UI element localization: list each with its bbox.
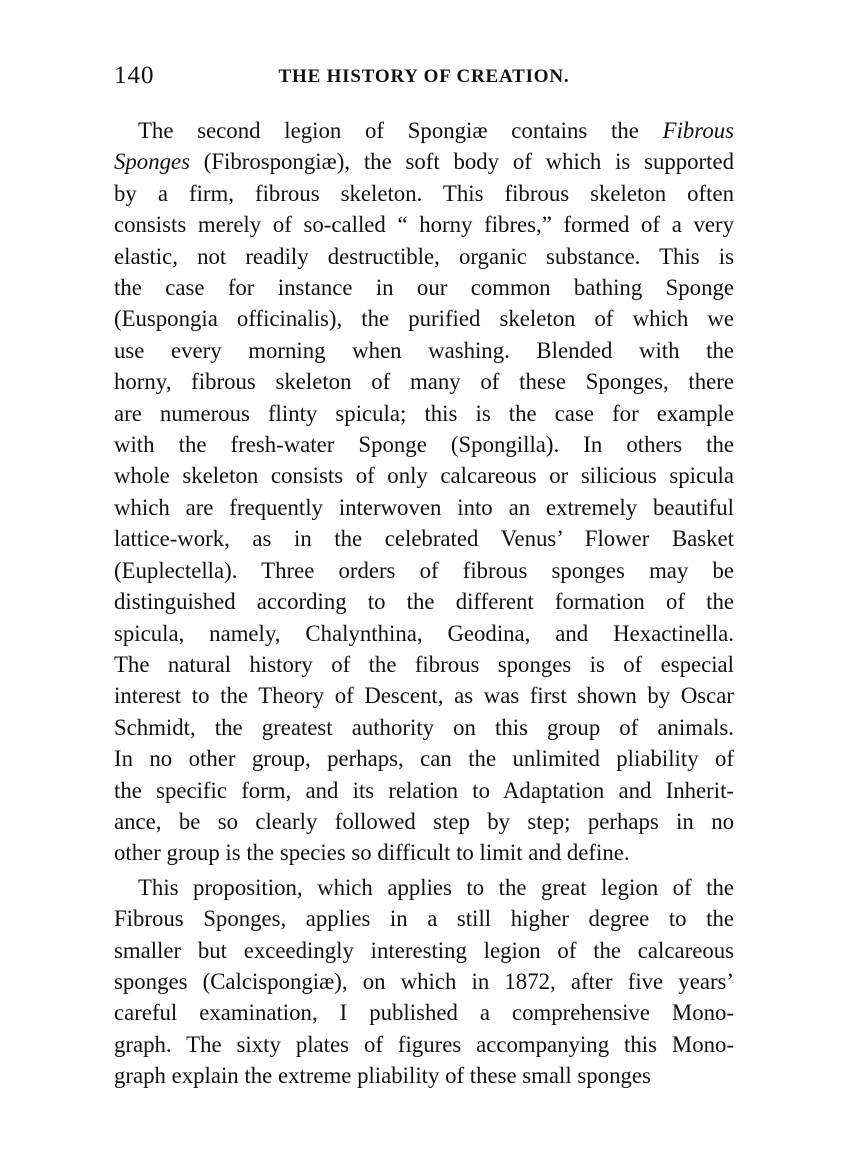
text-segment: smaller but exceedingly interesting legion of the calcareous xyxy=(114,937,734,963)
text-line xyxy=(114,680,734,711)
text-segment: graph. The sixty plates of figures accompanying this Mono- xyxy=(114,1031,734,1057)
text-line xyxy=(114,903,734,934)
text-segment: ance, be so clearly followed step by step; perhaps in no xyxy=(114,808,734,834)
running-title: THE HISTORY OF CREATION. xyxy=(278,66,570,87)
text-segment: sponges (Calcispongiæ), on which in 1872, after five years’ xyxy=(114,968,734,994)
text-line xyxy=(114,398,734,429)
text-segment: consists merely of so-called “ horny fibres,” formed of a very xyxy=(114,212,734,238)
text-line xyxy=(114,335,734,366)
page-header xyxy=(114,62,734,94)
text-line xyxy=(114,555,734,586)
page-number: 140 xyxy=(114,62,155,89)
text-line xyxy=(114,146,734,177)
text-line xyxy=(114,806,734,837)
text-segment: horny, fibrous skeleton of many of these Sponges, there xyxy=(114,369,734,395)
text-segment: use every morning when washing. Blended with the xyxy=(114,337,734,363)
text-segment: the case for instance in our common bathing Sponge xyxy=(114,275,734,301)
text-segment: interest to the Theory of Descent, as was first shown by Oscar xyxy=(114,683,734,709)
text-line xyxy=(114,178,734,209)
text-line xyxy=(114,618,734,649)
text-line xyxy=(114,241,734,272)
text-segment: graph explain the extreme pliability of these small sponges xyxy=(114,1063,651,1089)
text-segment: with the fresh-water Sponge (Spongilla). In others the xyxy=(114,432,734,458)
text-line xyxy=(114,743,734,774)
text-line xyxy=(114,935,734,966)
text-line xyxy=(114,492,734,523)
text-line xyxy=(114,997,734,1028)
text-line xyxy=(114,872,734,903)
text-line xyxy=(114,429,734,460)
text-segment: which are frequently interwoven into an extremely beautiful xyxy=(114,494,734,520)
text-segment: other group is the species so difficult to limit and define. xyxy=(114,840,630,866)
text-line xyxy=(114,115,734,146)
text-segment: (Euplectella). Three orders of fibrous sponges may be xyxy=(114,557,734,583)
text-segment: (Euspongia officinalis), the purified skeleton of which we xyxy=(114,306,734,332)
text-segment: spicula, namely, Chalynthina, Geodina, and Hexactinella. xyxy=(114,620,734,646)
text-segment: (Fibrospongiæ), the soft body of which is supported xyxy=(189,149,734,175)
text-line xyxy=(114,523,734,554)
text-line xyxy=(114,712,734,743)
text-line xyxy=(114,649,734,680)
text-segment: elastic, not readily destructible, organic substance. This is xyxy=(114,243,734,269)
text-segment: careful examination, I published a comprehensive Mono- xyxy=(114,1000,734,1026)
text-line xyxy=(114,1060,734,1091)
paragraph-fibrous-sponges xyxy=(114,115,734,869)
text-line xyxy=(114,775,734,806)
paragraph-calcareous-sponges xyxy=(114,872,734,1092)
text-segment: The natural history of the fibrous sponges is of especial xyxy=(114,651,734,677)
text-line xyxy=(114,837,734,868)
text-segment: the specific form, and its relation to Adaptation and Inherit- xyxy=(114,777,734,803)
body-text xyxy=(114,115,734,1092)
text-segment: This proposition, which applies to the great legion of the xyxy=(138,874,734,900)
italic-term: Sponges xyxy=(114,149,190,175)
text-line xyxy=(114,272,734,303)
text-line xyxy=(114,966,734,997)
text-segment: Fibrous Sponges, applies in a still higher degree to the xyxy=(114,906,734,932)
text-line xyxy=(114,366,734,397)
text-segment: Schmidt, the greatest authority on this group of animals. xyxy=(114,714,734,740)
text-segment: The second legion of Spongiæ contains the xyxy=(138,118,663,143)
text-segment: whole skeleton consists of only calcareous or silicious spicula xyxy=(114,463,734,489)
text-segment: lattice-work, as in the celebrated Venus’ Flower Basket xyxy=(114,526,734,552)
text-segment: distinguished according to the different formation of the xyxy=(114,589,734,615)
text-line xyxy=(114,303,734,334)
text-segment: In no other group, perhaps, can the unlimited pliability of xyxy=(114,746,734,772)
text-segment: are numerous flinty spicula; this is the case for example xyxy=(114,400,734,426)
text-line xyxy=(114,1029,734,1060)
italic-term: Fibrous xyxy=(662,118,734,143)
text-line xyxy=(114,460,734,491)
text-line xyxy=(114,586,734,617)
text-segment: by a firm, fibrous skeleton. This fibrous skeleton often xyxy=(114,180,734,206)
text-line xyxy=(114,209,734,240)
